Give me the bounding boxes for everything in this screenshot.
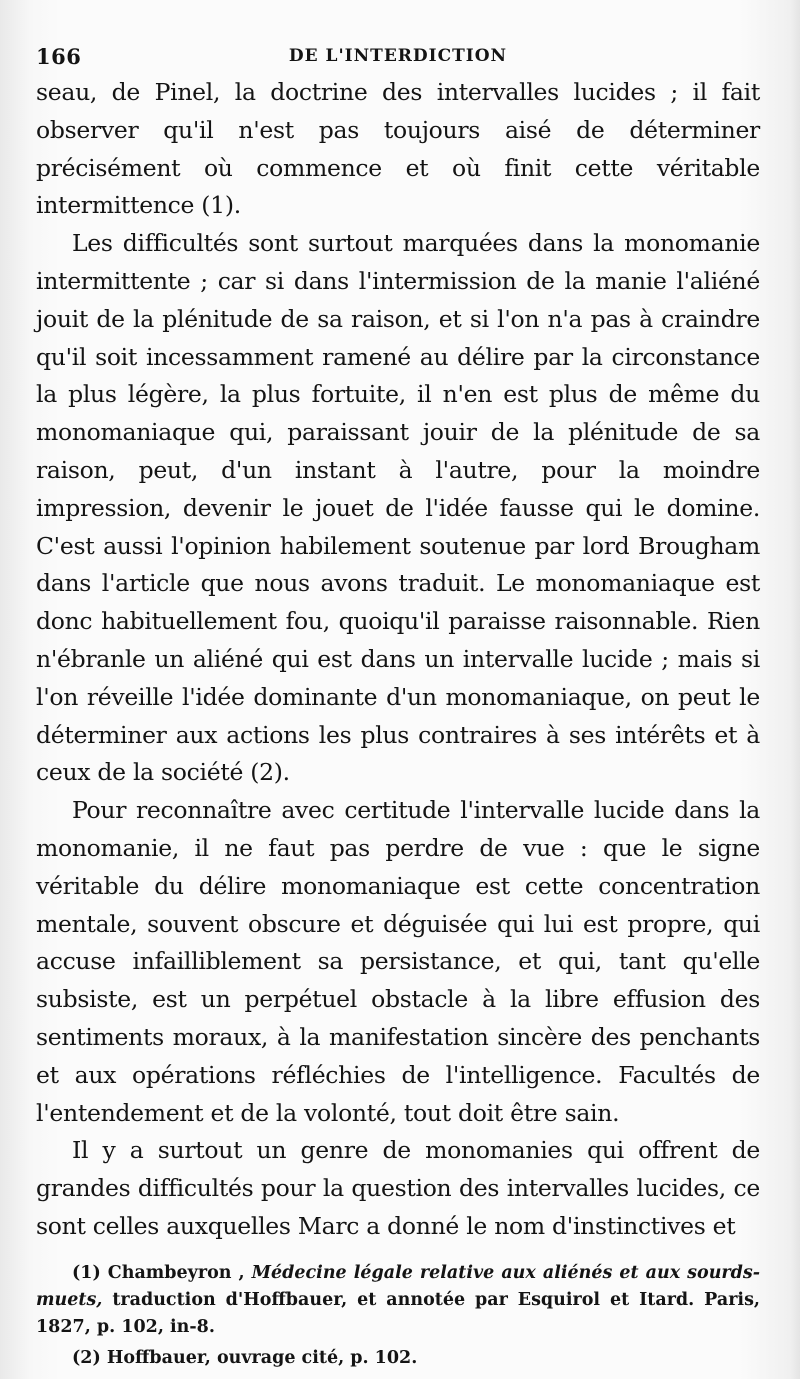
paragraph-continued: seau, de Pinel, la doctrine des intervalles lucides ; il fait observer qu'il n'est pas toujours aisé de déterminer précisément où commence et où finit cette véritable intermittence (1). [36, 78, 760, 220]
footnote-2: (2) Hoffbauer, ouvrage cité, p. 102. [72, 1347, 418, 1368]
paragraph: Pour reconnaître avec certitude l'intervalle lucide dans la monomanie, il ne faut pas perdre de vue : que le signe véritable du délire monomaniaque est cette concentration mentale, souvent obscure et déguisée qui lui est propre, qui accuse infailliblement sa persistance, et qui, tant qu'elle subsiste, est un perpétuel obstacle à la libre effusion des sentiments moraux, à la manifestation sincère des penchants et aux opérations réfléchies de l'intelligence. Facultés de l'entendement et de la volonté, tout doit être sain. [36, 796, 760, 1127]
running-head: DE L'INTERDICTION [288, 46, 508, 66]
footnote-1-rest: traduction d'Hoffbauer, et annotée par Esquirol et Itard. Paris, 1827, p. 102, in-8. [36, 1289, 761, 1337]
page-header [36, 38, 760, 74]
body-text [36, 74, 760, 1246]
paragraph: Les difficultés sont surtout marquées dans la monomanie intermittente ; car si dans l'intermission de la manie l'aliéné jouit de la plénitude de sa raison, et si l'on n'a pas à craindre qu'il soit incessamment ramené au délire par la circonstance la plus légère, la plus fortuite, il n'en est plus de même du monomaniaque qui, paraissant jouir de la plénitude de sa raison, peut, d'un instant à l'autre, pour la moindre impression, devenir le jouet de l'idée fausse qui le domine. C'est aussi l'opinion habilement soutenue par lord Brougham dans l'article que nous avons traduit. Le monomaniaque est donc habituellement fou, quoiqu'il paraisse raisonnable. Rien n'ébranle un aliéné qui est dans un intervalle lucide ; mais si l'on réveille l'idée dominante d'un monomaniaque, on peut le déterminer aux actions les plus contraires à ses intérêts et à ceux de la société (2). [36, 229, 760, 787]
footnote-1-author: Chambeyron , [107, 1262, 245, 1283]
footnotes [36, 1260, 760, 1372]
footnote-1-marker: (1) [72, 1262, 101, 1283]
footnote-1-title: Médecine légale relative aux aliénés et aux sourds-muets, [36, 1262, 760, 1310]
paragraph: Il y a surtout un genre de monomanies qui offrent de grandes difficultés pour la question des intervalles lucides, ce sont celles auxquelles Marc a donné le nom d'instinctives et [36, 1136, 760, 1240]
footnote-1 [36, 1260, 760, 1341]
page-number: 166 [36, 44, 82, 69]
